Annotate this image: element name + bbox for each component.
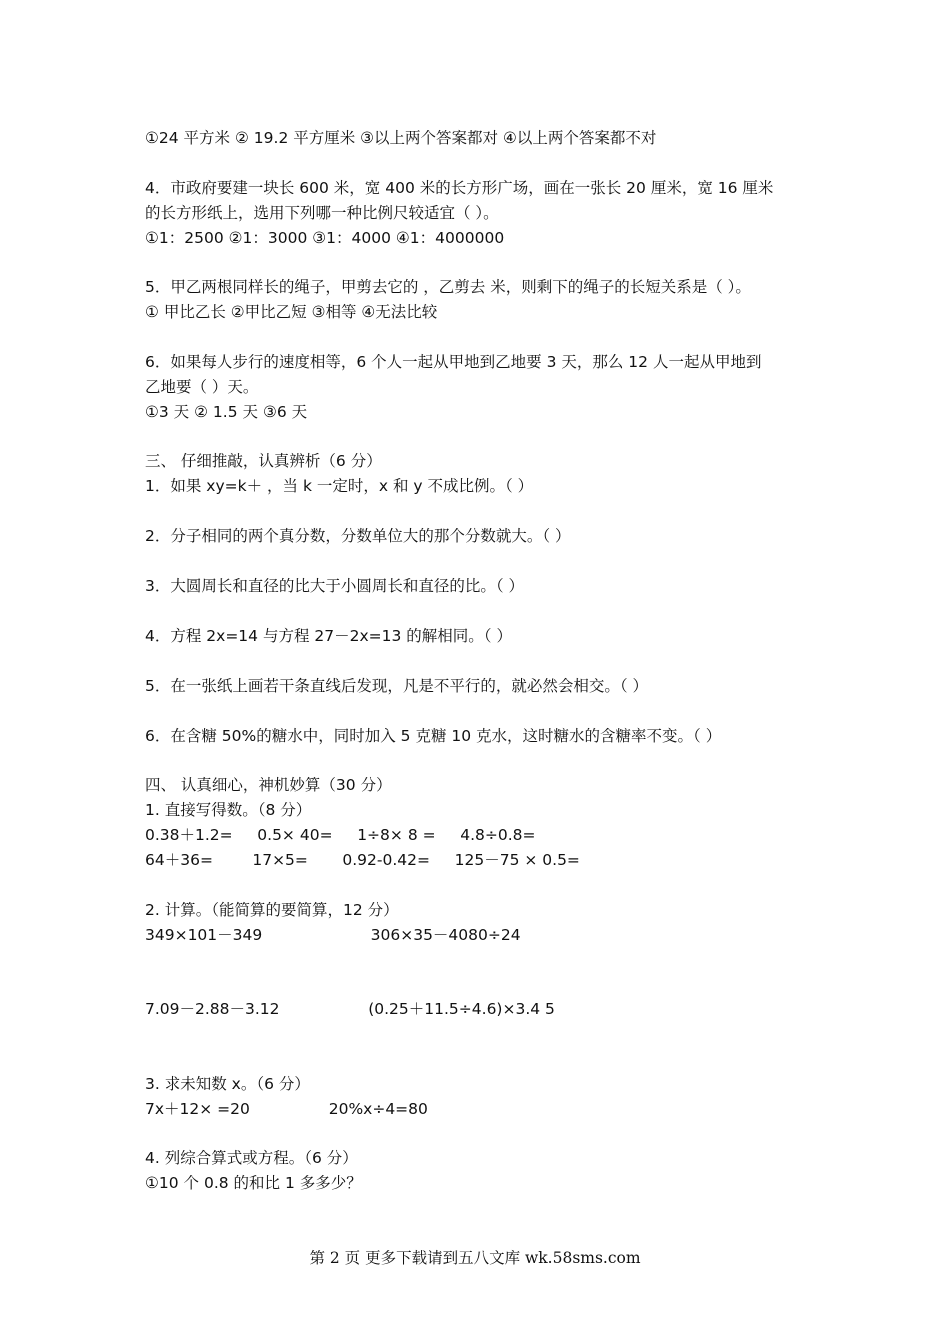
q4-options: ①1：2500 ②1：3000 ③1：4000 ④1：4000000 (145, 229, 505, 247)
mental-math-row-2: 64＋36= 17×5= 0.92-0.42= 125－75 × 0.5= (145, 851, 580, 869)
calc-row-1: 349×101－349 306×35－4080÷24 (145, 926, 521, 944)
mental-math-row-1: 0.38＋1.2= 0.5× 40= 1÷8× 8 = 4.8÷0.8= (145, 826, 536, 844)
page-footer: 第 2 页 更多下载请到五八文库 wk.58sms.com (309, 1249, 641, 1267)
q5-options: ① 甲比乙长 ②甲比乙短 ③相等 ④无法比较 (145, 303, 438, 321)
judge-item-3: 3．大圆周长和直径的比大于小圆周长和直径的比。（ ） (145, 577, 525, 595)
subsection-4-3-heading: 3. 求未知数 x。（6 分） (145, 1075, 310, 1093)
q6-text-line1: 6．如果每人步行的速度相等，6 个人一起从甲地到乙地要 3 天，那么 12 人一起从甲地到 (145, 353, 762, 371)
judge-item-6: 6．在含糖 50%的糖水中，同时加入 5 克糖 10 克水，这时糖水的含糖率不变。（ ） (145, 727, 722, 745)
equation-row: 7x＋12× =20 20%x÷4=80 (145, 1100, 428, 1118)
word-problem-1: ①10 个 0.8 的和比 1 多多少？ (145, 1174, 362, 1192)
judge-item-1: 1．如果 xy=k＋ ，当 k 一定时，x 和 y 不成比例。（ ） (145, 477, 534, 495)
q6-options: ①3 天 ② 1.5 天 ③6 天 (145, 403, 308, 421)
q5-text: 5．甲乙两根同样长的绳子，甲剪去它的 ，乙剪去 米，则剩下的绳子的长短关系是（ ）。 (145, 278, 751, 296)
judge-item-2: 2．分子相同的两个真分数，分数单位大的那个分数就大。（ ） (145, 527, 571, 545)
q3-options: ①24 平方米 ② 19.2 平方厘米 ③以上两个答案都对 ④以上两个答案都不对 (145, 129, 657, 147)
q4-text-line1: 4．市政府要建一块长 600 米，宽 400 米的长方形广场，画在一张长 20 厘米，宽 16 厘米 (145, 179, 774, 197)
subsection-4-1-heading: 1. 直接写得数。（8 分） (145, 801, 312, 819)
q6-text-line2: 乙地要（ ）天。 (145, 378, 259, 396)
judge-item-5: 5．在一张纸上画若干条直线后发现，凡是不平行的，就必然会相交。（ ） (145, 677, 649, 695)
calc-row-2: 7.09－2.88－3.12 (0.25＋11.5÷4.6)×3.4 5 (145, 1000, 555, 1018)
q4-text-line2: 的长方形纸上，选用下列哪一种比例尺较适宜（ ）。 (145, 204, 499, 222)
subsection-4-2-heading: 2. 计算。（能简算的要简算，12 分） (145, 901, 399, 919)
section-3-heading: 三、 仔细推敲，认真辨析（6 分） (145, 452, 382, 470)
judge-item-4: 4．方程 2x=14 与方程 27－2x=13 的解相同。（ ） (145, 627, 512, 645)
section-4-heading: 四、 认真细心，神机妙算（30 分） (145, 776, 392, 794)
subsection-4-4-heading: 4. 列综合算式或方程。（6 分） (145, 1149, 358, 1167)
